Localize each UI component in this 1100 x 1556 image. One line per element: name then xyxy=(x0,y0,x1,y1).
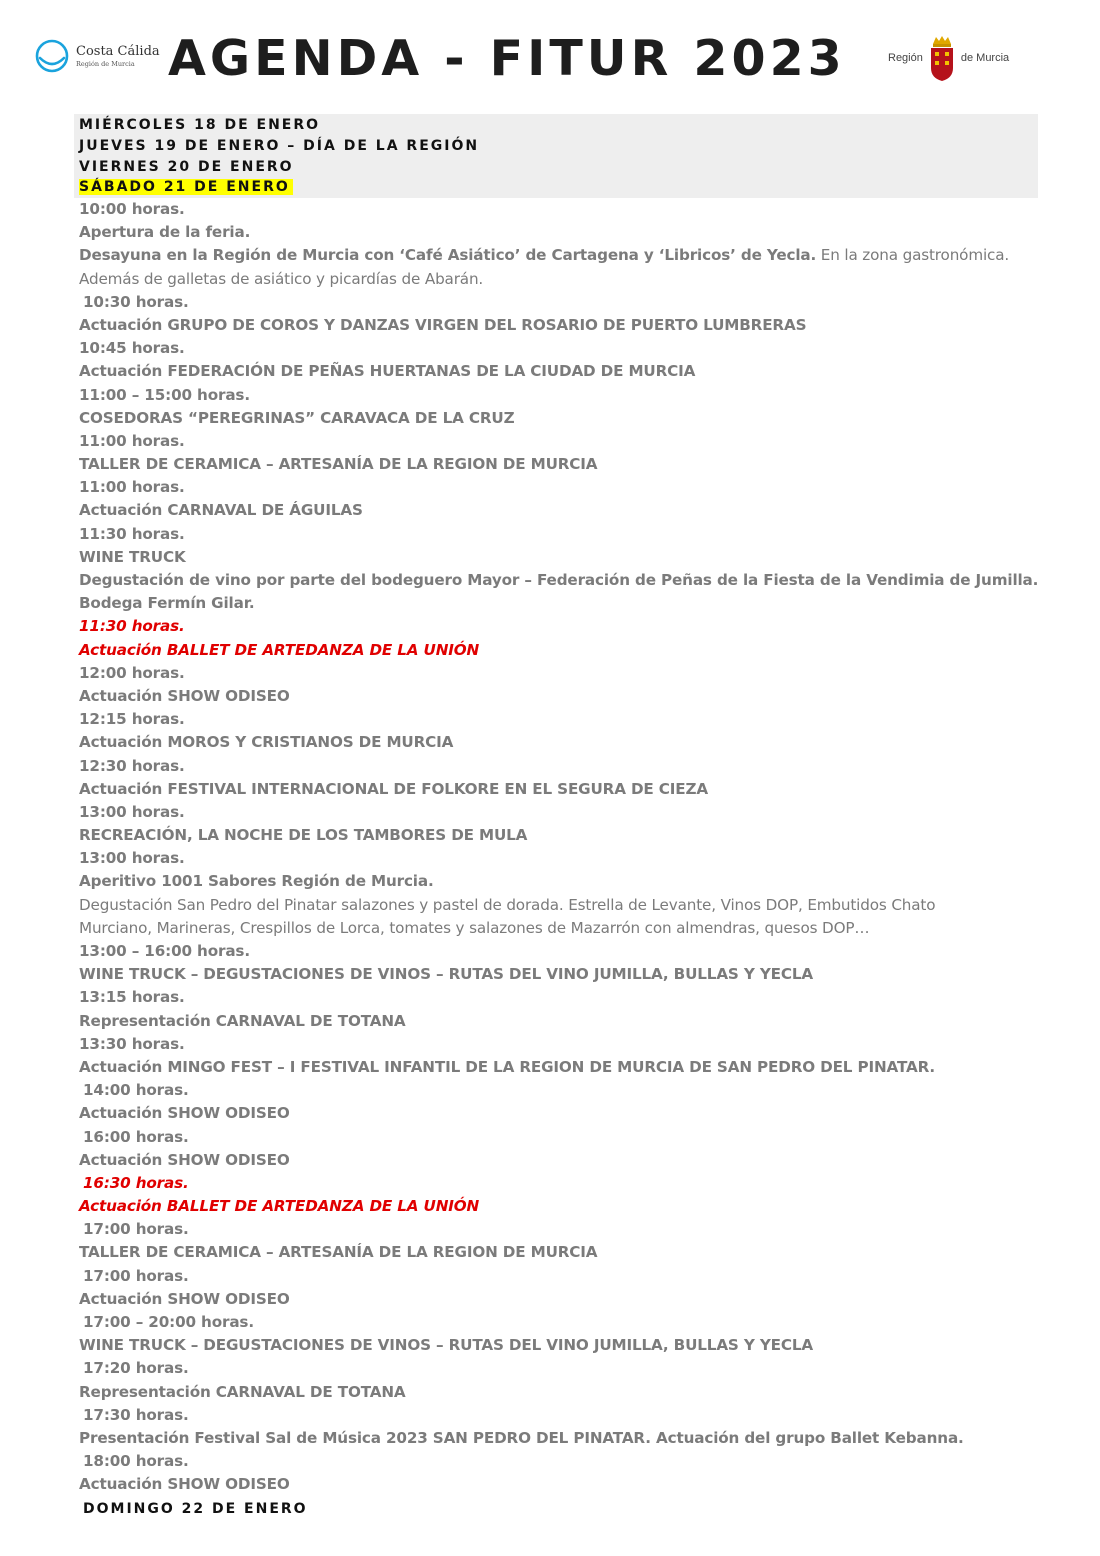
costa-calida-subtitle: Región de Murcia xyxy=(76,59,135,68)
agenda-item xyxy=(79,1381,1069,1404)
agenda-item xyxy=(79,1010,1069,1033)
agenda-time xyxy=(79,291,1069,314)
costa-calida-logo xyxy=(34,38,160,74)
agenda-time xyxy=(79,1450,1069,1473)
agenda-item xyxy=(79,731,1069,754)
agenda-text: Actuación SHOW ODISEO xyxy=(79,1150,290,1169)
agenda-item xyxy=(79,894,1069,917)
days-index xyxy=(74,114,1038,198)
day-thursday[interactable]: JUEVES 19 DE ENERO – DÍA DE LA REGIÓN xyxy=(79,138,480,154)
region-word: Región xyxy=(888,52,923,64)
agenda-text: Desayuna en la Región de Murcia con ‘Café Asiático’ de Cartagena y ‘Libricos’ de Yecla. xyxy=(79,246,817,265)
agenda-item xyxy=(79,1195,1069,1218)
agenda-item xyxy=(79,1288,1069,1311)
region-murcia-logo xyxy=(888,34,1009,82)
agenda-time xyxy=(79,940,1069,963)
agenda-time xyxy=(79,1033,1069,1056)
agenda-text: TALLER DE CERAMICA – ARTESANÍA DE LA REGION DE MURCIA xyxy=(79,1243,598,1262)
agenda-text: COSEDORAS “PEREGRINAS” CARAVACA DE LA CRUZ xyxy=(79,408,515,427)
agenda-text: 13:00 – 16:00 horas. xyxy=(79,942,250,960)
agenda-text: 18:00 horas. xyxy=(83,1452,189,1471)
agenda-text: Apertura de la feria. xyxy=(79,223,251,242)
agenda-text: WINE TRUCK – DEGUSTACIONES DE VINOS – RUTAS DEL VINO JUMILLA, BULLAS Y YECLA xyxy=(79,965,814,984)
agenda-time xyxy=(79,384,1069,407)
agenda-text: 13:30 horas. xyxy=(79,1034,185,1053)
agenda-text: 13:00 horas. xyxy=(79,849,185,868)
coat-of-arms-icon xyxy=(927,34,957,82)
agenda-time xyxy=(79,337,1069,360)
agenda-item xyxy=(79,1473,1069,1496)
agenda-text: 13:15 horas. xyxy=(79,988,185,1007)
agenda-item xyxy=(79,244,1069,267)
agenda-text: Actuación FESTIVAL INTERNACIONAL DE FOLKORE EN EL SEGURA DE CIEZA xyxy=(79,779,708,798)
agenda-time xyxy=(79,1357,1069,1380)
agenda-time xyxy=(79,847,1069,870)
agenda-item xyxy=(79,824,1069,847)
agenda-text: 16:00 horas. xyxy=(83,1127,189,1146)
agenda-time xyxy=(79,1079,1069,1102)
agenda-text: Actuación SHOW ODISEO xyxy=(79,686,290,705)
agenda-text: Actuación MOROS Y CRISTIANOS DE MURCIA xyxy=(79,733,454,752)
agenda-text: Degustación San Pedro del Pinatar salazones y pastel de dorada. Estrella de Levante, Vinos DOP, Embutidos Chato xyxy=(79,895,936,914)
agenda-text: 17:00 horas. xyxy=(83,1266,189,1285)
agenda-time xyxy=(79,198,1069,221)
agenda-item xyxy=(79,1241,1069,1264)
agenda-text: 11:00 horas. xyxy=(79,431,185,450)
agenda-text: 11:00 – 15:00 horas. xyxy=(79,385,250,404)
agenda-time xyxy=(79,1126,1069,1149)
agenda-time xyxy=(79,755,1069,778)
day-friday[interactable]: VIERNES 20 DE ENERO xyxy=(79,159,294,175)
agenda-text: Actuación GRUPO DE COROS Y DANZAS VIRGEN DEL ROSARIO DE PUERTO LUMBRERAS xyxy=(79,315,807,334)
agenda-text: Además de galletas de asiático y picardías de Abarán. xyxy=(79,269,484,288)
agenda-text: 17:00 – 20:00 horas. xyxy=(83,1313,254,1331)
day-saturday[interactable] xyxy=(79,178,293,196)
agenda-time xyxy=(79,1218,1069,1241)
agenda-text: 12:15 horas. xyxy=(79,710,185,729)
agenda-text: 10:45 horas. xyxy=(79,339,185,358)
agenda-text: Actuación SHOW ODISEO xyxy=(79,1289,290,1308)
agenda-text: RECREACIÓN, LA NOCHE DE LOS TAMBORES DE MULA xyxy=(79,826,528,845)
agenda-text: 13:00 horas. xyxy=(79,802,185,821)
agenda-text: 17:30 horas. xyxy=(83,1405,189,1424)
agenda-item xyxy=(79,1334,1069,1357)
agenda-text: Actuación BALLET DE ARTEDANZA DE LA UNIÓN xyxy=(79,640,480,659)
agenda-time xyxy=(79,986,1069,1009)
agenda-item xyxy=(79,499,1069,522)
agenda-text: Actuación MINGO FEST – I FESTIVAL INFANTIL DE LA REGION DE MURCIA DE SAN PEDRO DEL PINATAR. xyxy=(79,1057,936,1076)
agenda-item xyxy=(79,221,1069,244)
page-header xyxy=(0,0,1100,112)
agenda-text: Representación CARNAVAL DE TOTANA xyxy=(79,1011,406,1030)
agenda-text: Aperitivo 1001 Sabores Región de Murcia. xyxy=(79,872,434,891)
agenda-item xyxy=(79,360,1069,383)
agenda-text: 12:30 horas. xyxy=(79,756,185,775)
agenda-text: 16:30 horas. xyxy=(83,1173,189,1192)
agenda-time xyxy=(79,523,1069,546)
agenda-text: Degustación de vino por parte del bodeguero Mayor – Federación de Peñas de la Fiesta de la Vendimia de Jumilla. xyxy=(79,571,1039,589)
agenda-text: Actuación SHOW ODISEO xyxy=(79,1475,290,1494)
agenda-time xyxy=(79,708,1069,731)
agenda-time xyxy=(79,1311,1069,1334)
agenda-text: 11:00 horas. xyxy=(79,478,185,497)
agenda-item xyxy=(79,1056,1069,1079)
agenda-item xyxy=(79,1149,1069,1172)
agenda-time xyxy=(79,476,1069,499)
costa-calida-swirl-icon xyxy=(34,38,70,74)
agenda-item xyxy=(79,1102,1069,1125)
agenda-text: 10:30 horas. xyxy=(83,292,189,311)
agenda-text: Actuación CARNAVAL DE ÁGUILAS xyxy=(79,501,363,520)
agenda-text: 12:00 horas. xyxy=(79,663,185,682)
agenda-text: Presentación Festival Sal de Música 2023 SAN PEDRO DEL PINATAR. Actuación del grupo Ballet Kebanna. xyxy=(79,1428,964,1447)
agenda-item xyxy=(79,569,1069,592)
agenda-text: Actuación SHOW ODISEO xyxy=(79,1104,290,1123)
de-murcia-word: de Murcia xyxy=(960,52,1010,64)
agenda-item xyxy=(79,963,1069,986)
agenda-text: Actuación FEDERACIÓN DE PEÑAS HUERTANAS DE LA CIUDAD DE MURCIA xyxy=(79,362,696,381)
agenda-text: Actuación BALLET DE ARTEDANZA DE LA UNIÓN xyxy=(79,1197,480,1216)
day-wednesday[interactable]: MIÉRCOLES 18 DE ENERO xyxy=(79,117,321,133)
agenda-time xyxy=(79,1172,1069,1195)
agenda-text: Representación CARNAVAL DE TOTANA xyxy=(79,1382,406,1401)
agenda-item xyxy=(79,314,1069,337)
agenda-item xyxy=(79,778,1069,801)
agenda-item xyxy=(79,407,1069,430)
agenda-text: TALLER DE CERAMICA – ARTESANÍA DE LA REGION DE MURCIA xyxy=(79,455,598,474)
costa-calida-name: Costa Cálida xyxy=(76,43,160,59)
agenda-text-tail: En la zona gastronómica. xyxy=(816,246,1010,265)
agenda-item xyxy=(79,685,1069,708)
agenda-item xyxy=(79,1427,1069,1450)
agenda-time xyxy=(79,1265,1069,1288)
agenda-text: 14:00 horas. xyxy=(83,1081,189,1100)
agenda-text: WINE TRUCK – DEGUSTACIONES DE VINOS – RUTAS DEL VINO JUMILLA, BULLAS Y YECLA xyxy=(79,1336,814,1355)
agenda-time xyxy=(79,662,1069,685)
agenda-time xyxy=(79,1404,1069,1427)
agenda-item xyxy=(79,268,1069,291)
saturday-agenda xyxy=(79,198,1069,1497)
agenda-item xyxy=(79,917,1069,940)
agenda-time xyxy=(79,615,1069,638)
agenda-time xyxy=(79,801,1069,824)
agenda-item xyxy=(79,453,1069,476)
agenda-time xyxy=(79,430,1069,453)
agenda-text: 17:20 horas. xyxy=(83,1359,189,1378)
agenda-text: Bodega Fermín Gilar. xyxy=(79,594,255,613)
agenda-item xyxy=(79,546,1069,569)
agenda-item xyxy=(79,639,1069,662)
agenda-text: 17:00 horas. xyxy=(83,1220,189,1239)
page-title: AGENDA - FITUR 2023 xyxy=(168,30,846,87)
agenda-text: 11:30 horas. xyxy=(79,524,185,543)
agenda-text: Murciano, Marineras, Crespillos de Lorca, tomates y salazones de Mazarrón con almendras, quesos DOP… xyxy=(79,918,870,937)
agenda-item xyxy=(79,870,1069,893)
agenda-text: WINE TRUCK xyxy=(79,547,186,566)
day-sunday[interactable]: DOMINGO 22 DE ENERO xyxy=(83,1501,308,1517)
agenda-text: 10:00 horas. xyxy=(79,200,185,218)
agenda-item xyxy=(79,592,1069,615)
agenda-text: 11:30 horas. xyxy=(79,617,185,636)
day-saturday-highlight: SÁBADO 21 DE ENERO xyxy=(79,179,293,195)
